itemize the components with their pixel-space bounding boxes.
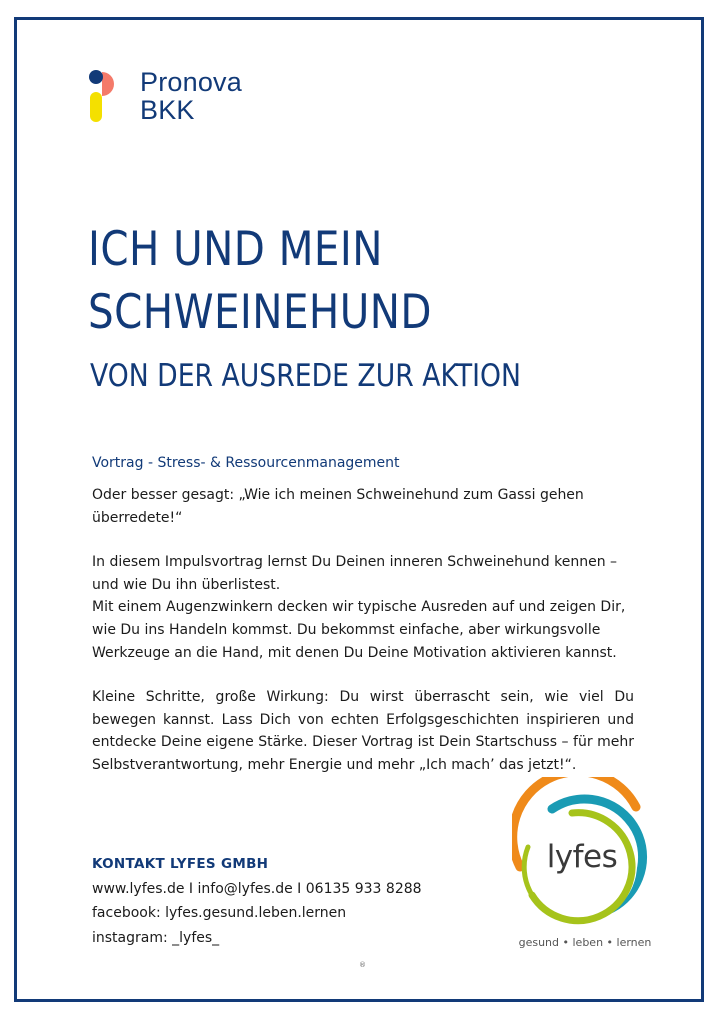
lyfes-tagline: gesund • leben • lernen	[518, 936, 652, 949]
contact-instagram[interactable]: instagram: _lyfes_	[92, 929, 220, 946]
contact-facebook[interactable]: facebook: lyfes.gesund.leben.lernen	[92, 905, 347, 921]
method-paragraph: Mit einem Augenzwinkern decken wir typische Ausreden auf und zeigen Dir, wie Du ins Handeln kommst. Du bekommst einfache, aber wirkungsvolle Werkzeuge an die Hand, mit denen Du Deine Motivation aktivieren kannst.	[92, 599, 626, 661]
quote-paragraph: Oder besser gesagt: „Wie ich meinen Schweinehund zum Gassi gehen überredete!“	[92, 487, 584, 526]
logo-line-1: Pronova	[140, 67, 242, 97]
page-title	[88, 218, 432, 344]
contact-block	[92, 852, 422, 950]
title-line-2: SCHWEINEHUND	[88, 285, 432, 340]
title-line-1: ICH UND MEIN	[88, 222, 383, 277]
logo-line-2: BKK	[140, 95, 195, 125]
pronova-logo-mark-icon	[86, 66, 128, 124]
event-category: Vortrag - Stress- & Ressourcenmanagement	[92, 455, 400, 471]
lyfes-wordmark: lyfes	[546, 839, 618, 875]
page-subtitle: VON DER AUSREDE ZUR AKTION	[90, 358, 521, 394]
contact-web-mail-phone[interactable]: www.lyfes.de I info@lyfes.de I 06135 933 8288	[92, 880, 422, 897]
description-body	[92, 484, 634, 777]
pronova-logo-wordmark	[140, 68, 242, 124]
lyfes-logo	[512, 777, 658, 957]
intro-paragraph: In diesem Impulsvortrag lernst Du Deinen inneren Schweinehund kennen – und wie Du ihn überlistest.	[92, 554, 618, 593]
impact-paragraph: Kleine Schritte, große Wirkung: Du wirst überrascht sein, wie viel Du bewegen kannst. Lass Dich von echten Erfolgsgeschichten inspirieren und entdecke Deine eigene Stärke. Dieser Vortrag ist Dein Startschuss – für mehr Selbstverantwortung, mehr Energie und mehr „Ich mach’ das jetzt!“.	[92, 689, 634, 773]
registered-mark: ®	[359, 961, 366, 969]
contact-heading: KONTAKT LYFES GMBH	[92, 856, 269, 872]
pronova-bkk-logo	[86, 66, 286, 128]
